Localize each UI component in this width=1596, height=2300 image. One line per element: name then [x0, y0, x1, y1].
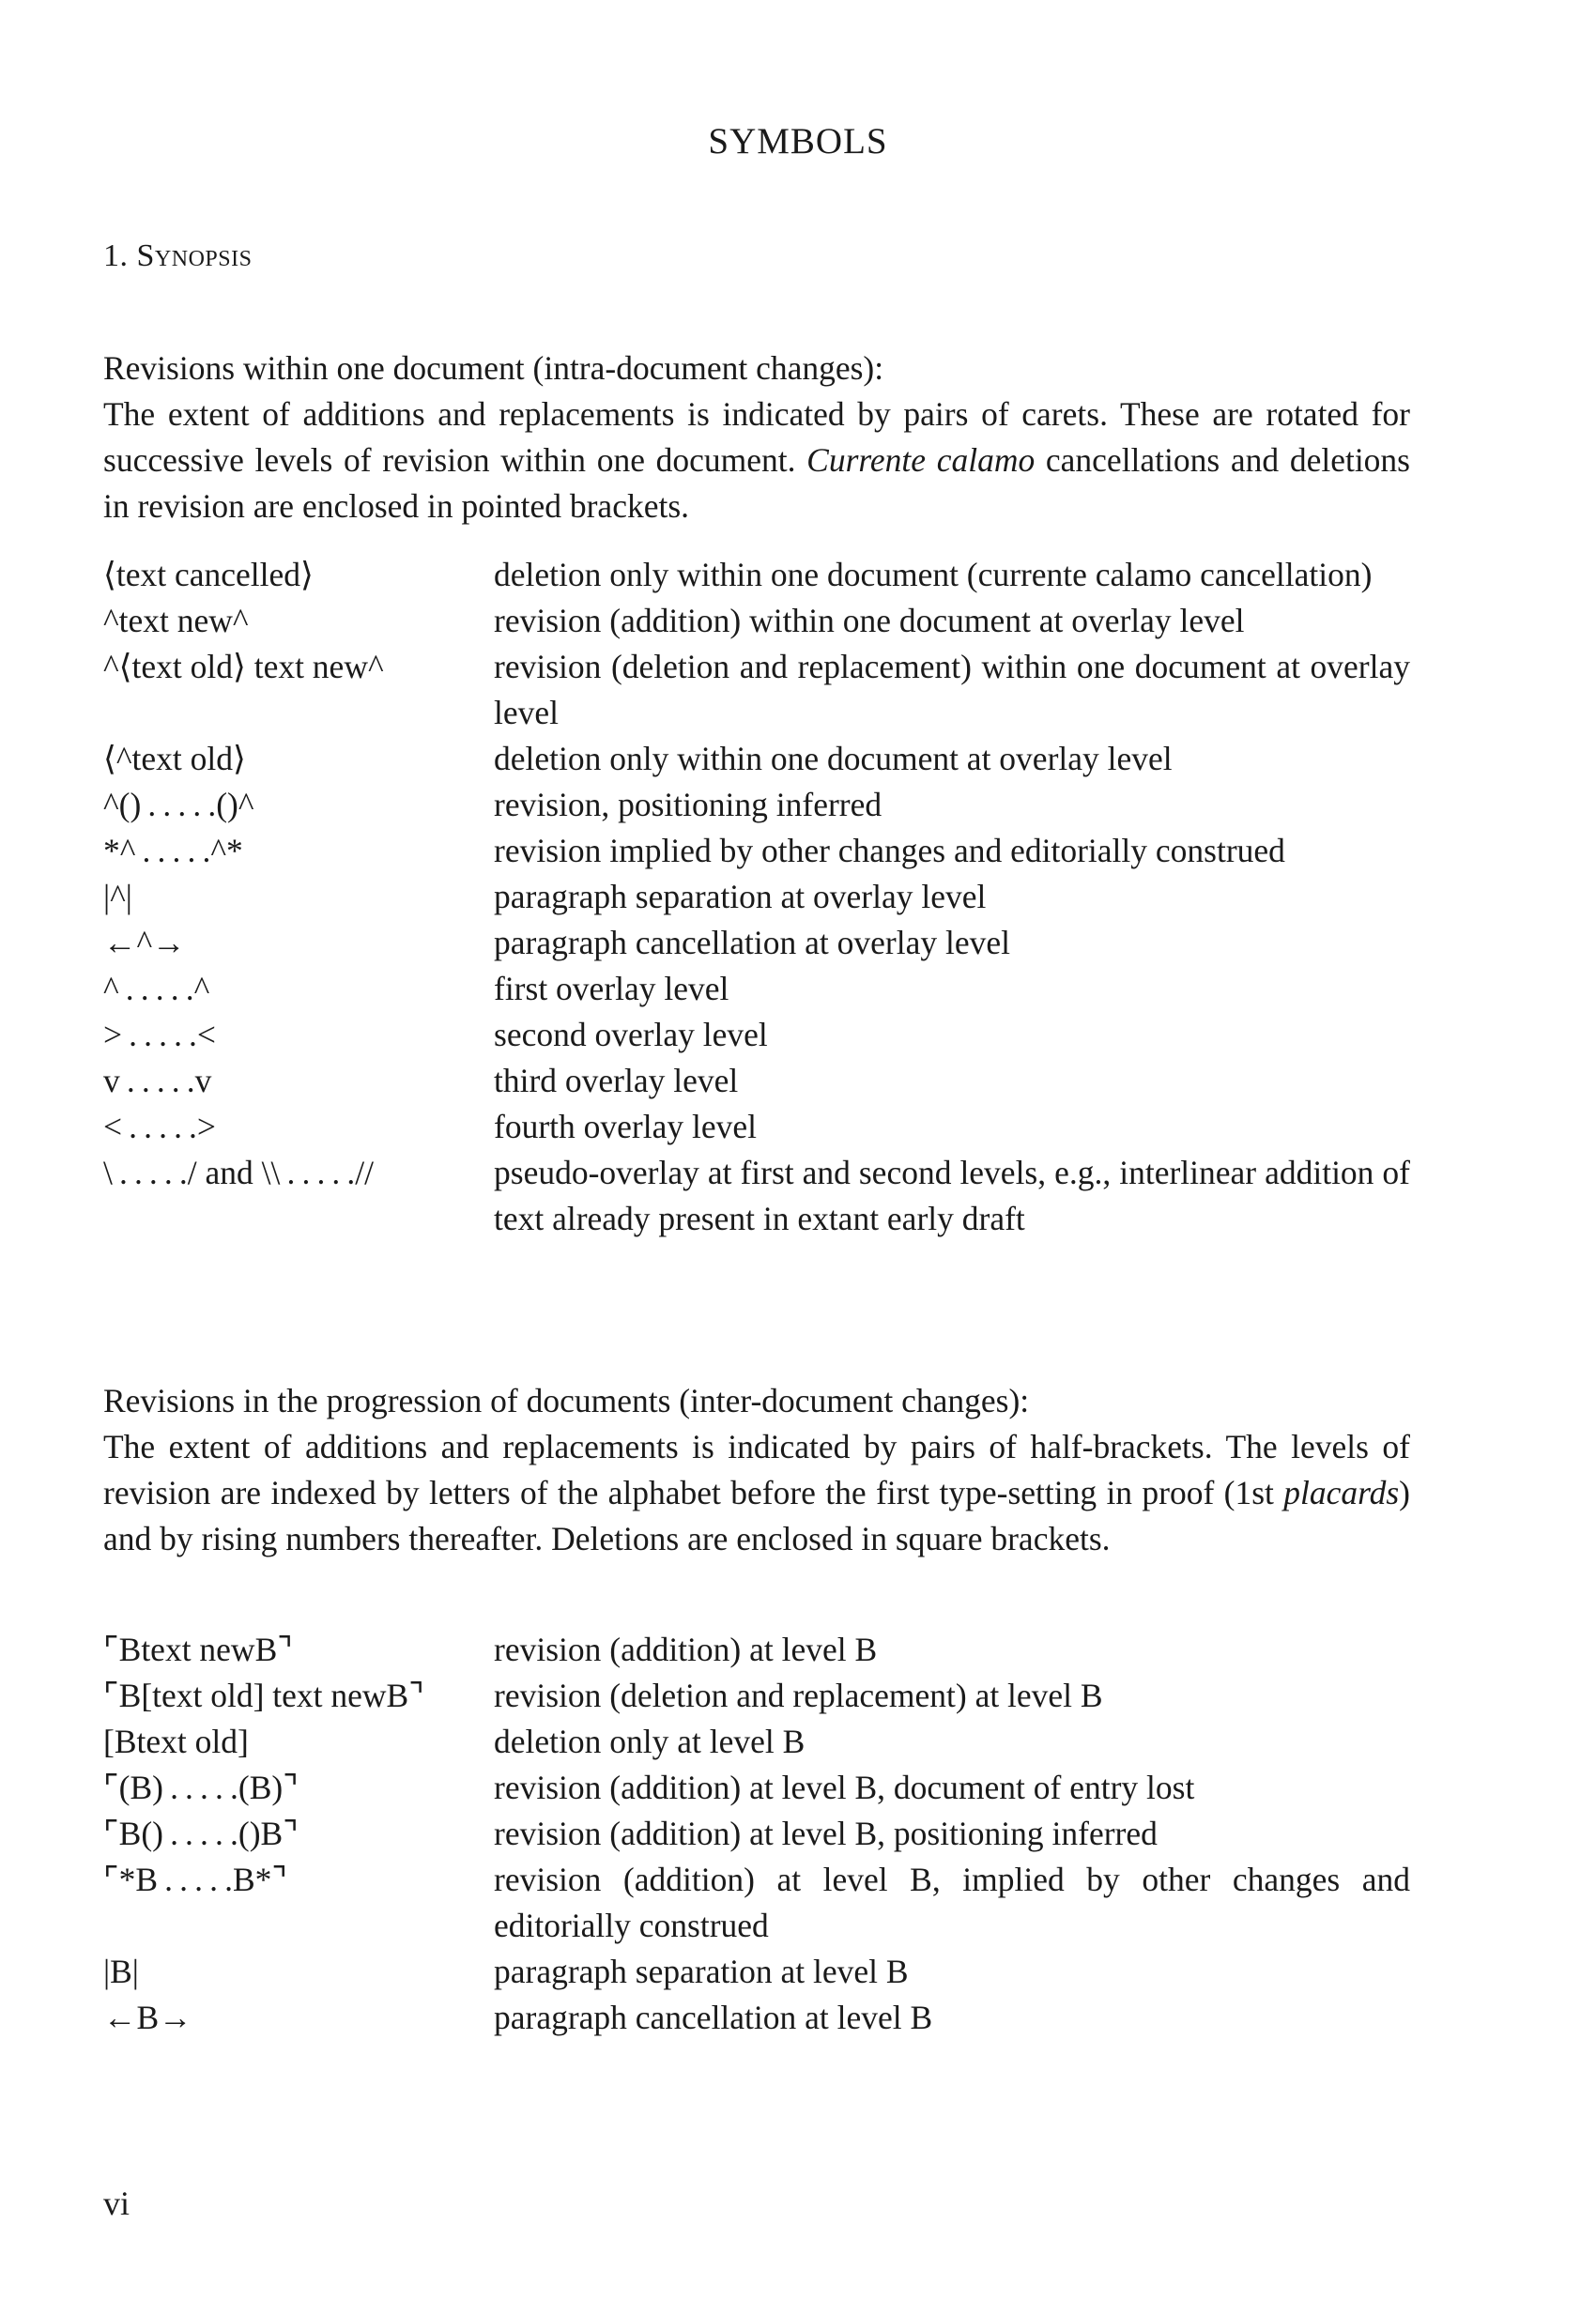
- page-title: SYMBOLS: [708, 121, 888, 161]
- symbol-description: third overlay level: [494, 1062, 739, 1099]
- inter-body-text-2: ) and by rising numbers thereafter. Deletions are enclosed in square brackets.: [103, 1474, 1410, 1557]
- symbol-description: revision, positioning inferred: [494, 786, 882, 823]
- symbol-row: [103, 828, 1410, 874]
- symbol-row: [103, 1765, 1410, 1811]
- symbol-notation: |^|: [103, 878, 132, 915]
- symbol-notation: ⌜Btext newB⌝: [103, 1631, 293, 1668]
- intra-body: [103, 391, 1410, 529]
- symbol-notation: [Btext old]: [103, 1723, 249, 1760]
- page-number: vi: [103, 2185, 130, 2222]
- symbol-description: paragraph cancellation at level B: [494, 1999, 933, 2036]
- symbol-description: revision (deletion and replacement) at level B: [494, 1677, 1103, 1714]
- intra-heading: Revisions within one document (intra-document changes):: [103, 349, 884, 387]
- symbol-row: [103, 1857, 1410, 1949]
- symbol-notation: > . . . . .<: [103, 1016, 216, 1053]
- symbol-row: [103, 1104, 1410, 1150]
- symbol-description: fourth overlay level: [494, 1108, 757, 1145]
- symbol-notation: ⌜*B . . . . .B*⌝: [103, 1861, 288, 1898]
- symbol-notation: ⌜(B) . . . . .(B)⌝: [103, 1769, 299, 1806]
- symbol-description: revision (addition) within one document at overlay level: [494, 602, 1245, 639]
- symbol-row: [103, 782, 1410, 828]
- symbol-description: revision (deletion and replacement) within one document at overlay level: [494, 648, 1410, 731]
- symbol-description: revision (addition) at level B, implied by other changes and editorially construed: [494, 1861, 1410, 1944]
- symbol-notation: ^() . . . . .()^: [103, 786, 254, 823]
- symbol-description: revision (addition) at level B, positioning inferred: [494, 1815, 1158, 1852]
- symbol-description: deletion only within one document at overlay level: [494, 740, 1173, 777]
- symbol-description: second overlay level: [494, 1016, 768, 1053]
- symbol-notation: ←B→: [103, 1999, 192, 2036]
- symbol-row: [103, 1811, 1410, 1857]
- intra-document-intro: [103, 345, 1410, 529]
- symbol-row: [103, 874, 1410, 920]
- symbol-notation: ⌜B[text old] text newB⌝: [103, 1677, 424, 1714]
- symbol-row: [103, 1150, 1410, 1242]
- symbol-row: [103, 1673, 1410, 1719]
- inter-body-text-1: The extent of additions and replacements is indicated by pairs of half-brackets. The levels of revision are indexed by letters of the alphabet before the first type-setting in proof (1st: [103, 1428, 1410, 1511]
- symbol-row: [103, 1012, 1410, 1058]
- inter-body: [103, 1424, 1410, 1562]
- symbol-description: paragraph separation at level B: [494, 1953, 909, 1990]
- symbol-notation: ^⟨text old⟩ text new^: [103, 648, 384, 685]
- symbol-notation: ⌜B() . . . . .()B⌝: [103, 1815, 299, 1852]
- symbol-notation: < . . . . .>: [103, 1108, 216, 1145]
- symbol-row: [103, 920, 1410, 966]
- symbol-notation: |B|: [103, 1953, 139, 1990]
- intra-body-text-2: cancellations and deletions in revision are enclosed in pointed brackets.: [103, 441, 1410, 525]
- symbol-description: deletion only within one document (currente calamo cancellation): [494, 556, 1373, 593]
- inter-symbol-table: [103, 1627, 1410, 2041]
- symbol-row: [103, 1627, 1410, 1673]
- symbol-notation: \ . . . . ./ and \\ . . . . .//: [103, 1154, 375, 1191]
- symbol-row: [103, 736, 1410, 782]
- symbol-row: [103, 1719, 1410, 1765]
- symbol-notation: ←^→: [103, 924, 186, 961]
- symbol-description: revision (addition) at level B, document of entry lost: [494, 1769, 1195, 1806]
- symbol-notation: ^ . . . . .^: [103, 970, 210, 1007]
- symbol-row: [103, 552, 1410, 598]
- symbol-row: [103, 1995, 1410, 2041]
- symbol-row: [103, 598, 1410, 644]
- intra-symbol-table: [103, 552, 1410, 1242]
- inter-document-intro: [103, 1378, 1410, 1562]
- symbol-row: [103, 1949, 1410, 1995]
- symbol-notation: *^ . . . . .^*: [103, 832, 243, 869]
- symbol-row: [103, 1058, 1410, 1104]
- intra-body-italic: Currente calamo: [806, 441, 1036, 479]
- section-number: 1.: [103, 238, 129, 273]
- symbol-description: deletion only at level B: [494, 1723, 806, 1760]
- symbol-description: pseudo-overlay at first and second levels, e.g., interlinear addition of text already present in extant early draft: [494, 1154, 1410, 1237]
- symbol-description: revision (addition) at level B: [494, 1631, 878, 1668]
- section-heading: [103, 238, 252, 274]
- symbol-notation: ⟨text cancelled⟩: [103, 556, 314, 593]
- symbol-notation: v . . . . .v: [103, 1062, 212, 1099]
- symbol-row: [103, 644, 1410, 736]
- symbol-notation: ^text new^: [103, 602, 249, 639]
- symbol-notation: ⟨^text old⟩: [103, 740, 246, 777]
- inter-body-italic: placards: [1283, 1474, 1400, 1511]
- symbol-row: [103, 966, 1410, 1012]
- symbol-description: first overlay level: [494, 970, 729, 1007]
- intra-body-text-1: The extent of additions and replacements is indicated by pairs of carets. These are rotated for successive levels of revision within one document.: [103, 395, 1410, 479]
- inter-heading: Revisions in the progression of documents (inter-document changes):: [103, 1382, 1030, 1419]
- section-name: Synopsis: [136, 238, 253, 273]
- symbol-description: revision implied by other changes and editorially construed: [494, 832, 1285, 869]
- symbol-description: paragraph cancellation at overlay level: [494, 924, 1010, 961]
- symbol-description: paragraph separation at overlay level: [494, 878, 987, 915]
